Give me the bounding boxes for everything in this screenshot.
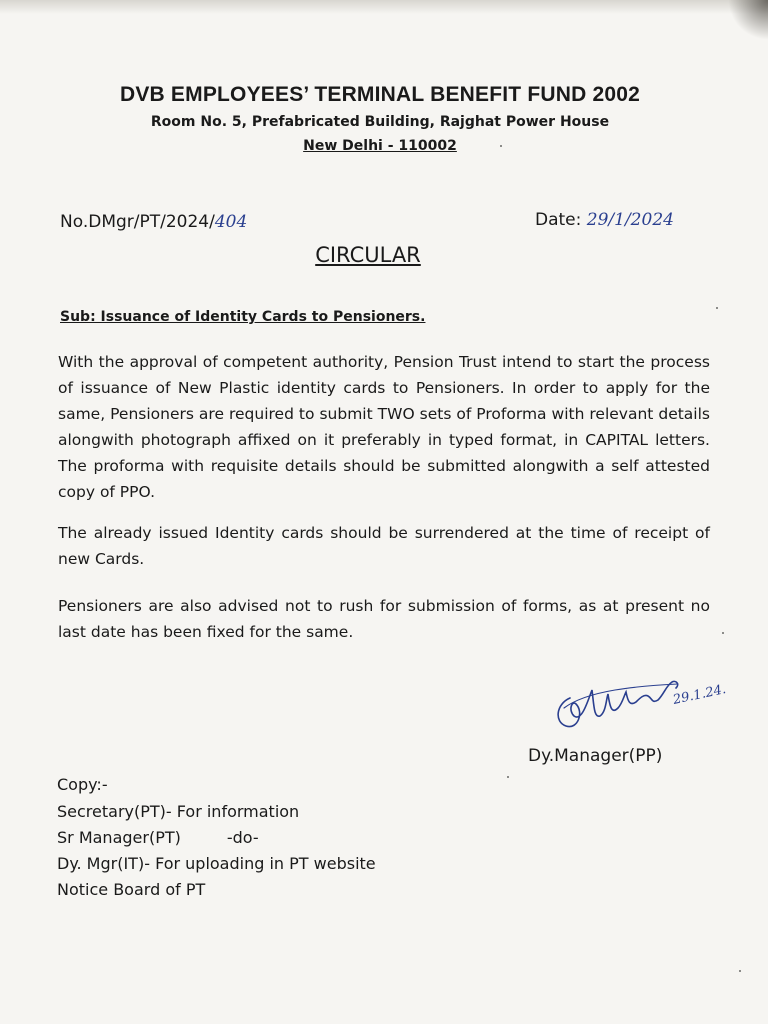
reference-number <box>60 212 247 232</box>
scan-speck <box>500 145 502 147</box>
recipient-name: Notice Board of PT <box>57 880 206 899</box>
organization-city <box>0 138 760 154</box>
copy-recipient <box>57 825 376 851</box>
body-paragraph-2: The already issued Identity cards should be surrendered at the time of receipt of new Cards. <box>58 524 710 568</box>
copy-heading: Copy:- <box>57 775 108 794</box>
copy-recipients-list <box>57 799 376 903</box>
copy-recipient <box>57 851 376 877</box>
date-label: Date: <box>535 210 582 230</box>
document-type-text: CIRCULAR <box>315 243 421 267</box>
copy-recipient <box>57 799 376 825</box>
recipient-name: Secretary(PT)- <box>57 802 172 821</box>
scan-speck <box>507 776 509 778</box>
organization-address: Room No. 5, Prefabricated Building, Rajghat Power House <box>150 114 610 130</box>
body-paragraph-1: With the approval of competent authority, Pension Trust intend to start the process of issuance of New Plastic identity cards to Pensioners. In order to apply for the same, Pensioners are required to submit TWO sets of Proforma with relevant details alongwith photograph affixed on it preferably in typed format, in CAPITAL letters. The proforma with requisite details should be submitted alongwith a self attested copy of PPO. <box>58 353 710 501</box>
recipient-note: For uploading in PT website <box>155 854 376 873</box>
scan-shadow-corner <box>728 0 768 40</box>
reference-prefix: No.DMgr/PT/2024/ <box>60 212 215 232</box>
date-handwritten-value: 29/1/2024 <box>586 210 674 230</box>
reference-handwritten-number: 404 <box>214 212 248 232</box>
organization-name: DVB EMPLOYEES’ TERMINAL BENEFIT FUND 2002 <box>119 83 641 106</box>
signatory-designation: Dy.Manager(PP) <box>528 746 663 766</box>
handwritten-signature <box>548 660 748 740</box>
signature-date: 29.1.24. <box>671 682 728 708</box>
document-type-heading <box>0 243 736 267</box>
scan-speck <box>739 970 741 972</box>
recipient-name: Sr Manager(PT) <box>57 828 181 847</box>
recipient-note: -do- <box>226 828 259 847</box>
subject-line: Sub: Issuance of Identity Cards to Pensioners. <box>60 309 426 325</box>
circular-date <box>535 210 674 230</box>
recipient-note: For information <box>176 802 300 821</box>
scan-shadow-top <box>0 0 768 14</box>
body-paragraph-3: Pensioners are also advised not to rush for submission of forms, as at present no last date has been fixed for the same. <box>58 597 710 641</box>
recipient-name: Dy. Mgr(IT)- <box>57 854 150 873</box>
copy-recipient <box>57 877 376 903</box>
scan-speck <box>716 307 718 309</box>
scan-speck <box>722 632 724 634</box>
city-line-text: New Delhi - 110002 <box>303 138 457 154</box>
